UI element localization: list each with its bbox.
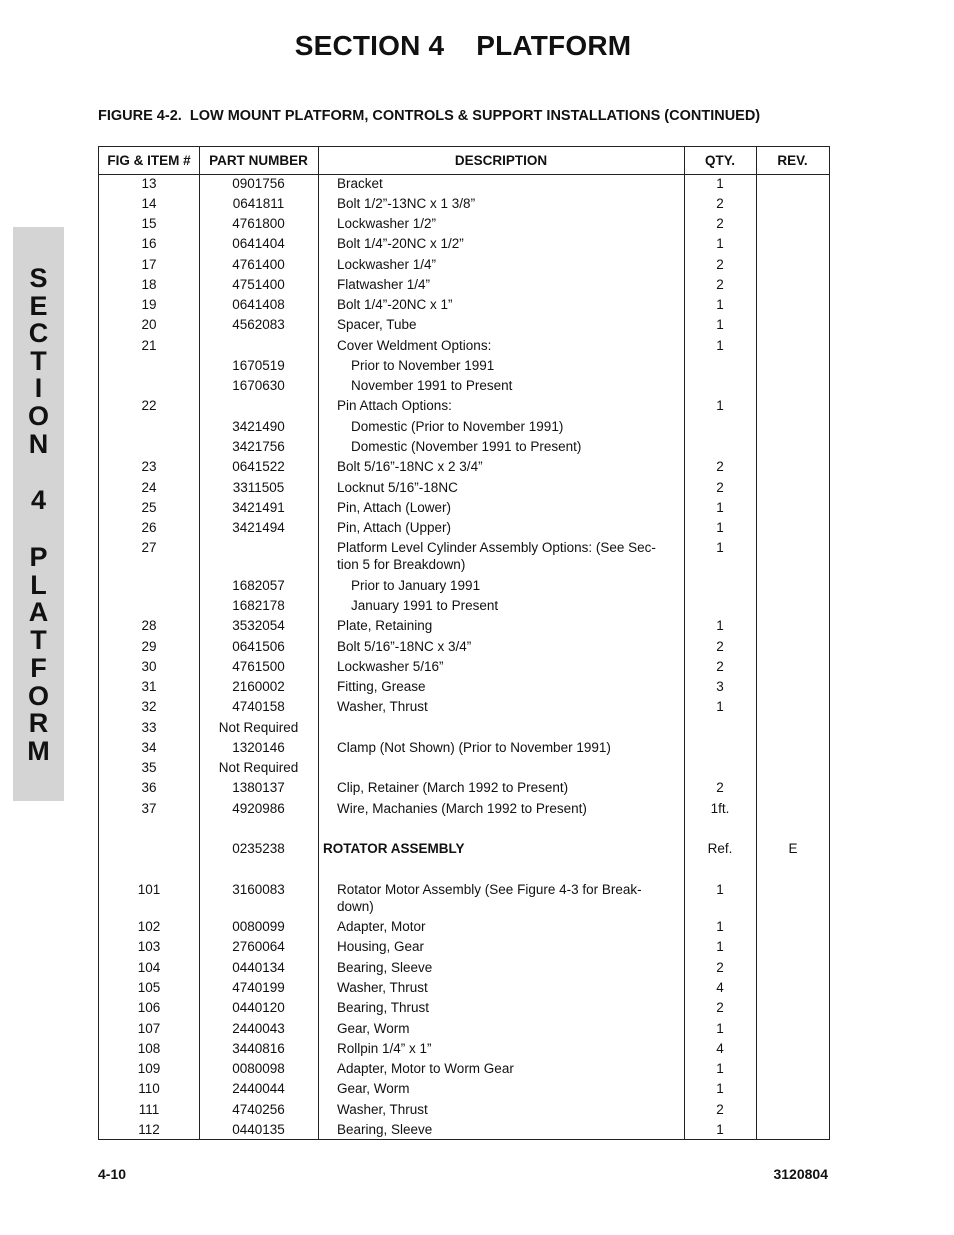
part-number-cell: 4740158 [232,699,285,714]
qty-cell: 2 [716,659,724,674]
description-cell: Washer, Thrust [337,699,428,714]
part-number-cell: 0235238 [232,841,285,856]
qty-cell: 1 [716,919,724,934]
part-number-cell: 0901756 [232,176,285,191]
description-cell: Adapter, Motor [337,919,426,934]
part-number-cell: 4761400 [232,257,285,272]
description-cell: Platform Level Cylinder Assembly Options: (See Sec- [337,540,656,555]
description-cell: Domestic (Prior to November 1991) [351,419,564,434]
qty-cell: 1 [716,297,724,312]
item-number-cell: 105 [137,980,161,995]
description-cell: Lockwasher 1/4” [337,257,437,272]
side-tab-letter: R [28,708,49,738]
qty-cell: 2 [716,1000,724,1015]
part-number-cell: 4761800 [232,216,285,231]
qty-cell: 1 [716,236,724,251]
qty-cell: 2 [716,780,724,795]
part-number-cell: 1380137 [232,780,285,795]
page-number: 4-10 [98,1166,127,1182]
item-number-cell: 111 [138,1102,160,1117]
qty-cell: 1ft. [710,801,730,816]
description-cell: January 1991 to Present [351,598,499,613]
item-number-cell: 109 [137,1061,161,1076]
figure-title: FIGURE 4-2. LOW MOUNT PLATFORM, CONTROLS & SUPPORT INSTALLATIONS (CONTINUED) [98,108,761,124]
description-cell: Lockwasher 1/2” [337,216,437,231]
part-number-cell: 1670519 [232,358,285,373]
side-tab-letter: P [29,542,48,572]
item-number-cell: 102 [137,919,161,934]
qty-cell: 3 [716,679,724,694]
description-cell: Adapter, Motor to Worm Gear [337,1061,514,1076]
item-number-cell: 17 [141,257,157,272]
item-number-cell: 36 [141,780,157,795]
item-number-cell: 24 [141,480,157,495]
qty-cell: 1 [716,1021,724,1036]
part-number-cell: 2440044 [232,1081,285,1096]
qty-cell: 1 [716,939,724,954]
qty-cell: 1 [716,500,724,515]
qty-cell: 1 [716,1081,724,1096]
item-number-cell: 16 [141,236,157,251]
parts-table [98,146,830,1140]
description-cell: Locknut 5/16”-18NC [337,480,458,495]
side-tab-letter: N [28,429,49,459]
description-cell: Bearing, Sleeve [337,960,433,975]
description-cell: Clamp (Not Shown) (Prior to November 1991) [337,740,611,755]
description-cell: Plate, Retaining [337,618,433,633]
part-number-cell: 2440043 [232,1021,285,1036]
qty-cell: 2 [716,1102,724,1117]
part-number-cell: 4740199 [232,980,285,995]
description-cell: Bolt 1/2”-13NC x 1 3/8” [337,196,476,211]
section-title: SECTION 4 PLATFORM [294,30,632,61]
item-number-cell: 19 [141,297,157,312]
part-number-cell: 3160083 [232,882,285,897]
qty-cell: 2 [716,196,724,211]
side-tab-letter: O [27,681,49,711]
description-cell: Bracket [337,176,383,191]
qty-cell: 2 [716,960,724,975]
qty-cell: 1 [716,1061,724,1076]
part-number-cell: 0440120 [232,1000,285,1015]
item-number-cell: 15 [141,216,157,231]
description-cell: Cover Weldment Options: [337,338,492,353]
part-number-cell: 4761500 [232,659,285,674]
part-number-cell: 4920986 [232,801,285,816]
qty-cell: 1 [716,540,724,555]
item-number-cell: 34 [141,740,157,755]
item-number-cell: 101 [137,882,161,897]
qty-cell: 4 [716,980,724,995]
side-tab-letter: A [28,597,49,627]
item-number-cell: 26 [141,520,157,535]
description-cell: Bearing, Sleeve [337,1122,433,1137]
qty-cell: 1 [716,699,724,714]
item-number-cell: 32 [141,699,157,714]
column-header-part-number: PART NUMBER [209,153,308,168]
item-number-cell: 18 [141,277,157,292]
rev-cell: E [788,841,798,856]
description-cell: Pin, Attach (Upper) [337,520,452,535]
part-number-cell: Not Required [218,720,299,735]
side-tab-letter: L [30,570,47,600]
item-number-cell: 27 [141,540,157,555]
description-cell: Flatwasher 1/4” [337,277,431,292]
qty-cell: 2 [716,277,724,292]
item-number-cell: 108 [137,1041,161,1056]
part-number-cell: 3421490 [232,419,285,434]
description-cell: Bolt 1/4”-20NC x 1” [337,297,453,312]
qty-cell: Ref. [707,841,733,856]
side-tab-letter: S [29,263,48,293]
side-tab-letter: T [30,625,47,655]
description-cell: Pin, Attach (Lower) [337,500,452,515]
qty-cell: 2 [716,480,724,495]
description-cell: Pin Attach Options: [337,398,452,413]
description-cell: Prior to January 1991 [351,578,481,593]
column-header-description: DESCRIPTION [454,153,548,168]
item-number-cell: 25 [141,500,157,515]
qty-cell: 1 [716,618,724,633]
part-number-cell: 3421491 [232,500,285,515]
qty-cell: 1 [716,176,724,191]
column-header-item: FIG & ITEM # [107,153,191,168]
item-number-cell: 23 [141,459,157,474]
description-cell: Wire, Machanies (March 1992 to Present) [337,801,587,816]
column-header-rev: REV. [777,153,808,168]
item-number-cell: 112 [138,1122,160,1137]
document-number: 3120804 [773,1166,828,1182]
side-tab-letter: T [30,346,47,376]
part-number-cell: 1682057 [232,578,285,593]
qty-cell: 2 [716,459,724,474]
part-number-cell: 3440816 [232,1041,285,1056]
description-cell: November 1991 to Present [351,378,513,393]
description-cell: Spacer, Tube [337,317,417,332]
item-number-cell: 20 [141,317,157,332]
part-number-cell: 3311505 [232,480,285,495]
qty-cell: 1 [716,882,724,897]
description-cell: Bolt 1/4”-20NC x 1/2” [337,236,464,251]
item-number-cell: 110 [138,1081,160,1096]
part-number-cell: 0641408 [232,297,285,312]
part-number-cell: 0641522 [232,459,285,474]
item-number-cell: 35 [141,760,157,775]
item-number-cell: 13 [141,176,157,191]
qty-cell: 2 [716,639,724,654]
part-number-cell: 1320146 [232,740,285,755]
qty-cell: 1 [716,1122,724,1137]
description-cell: Clip, Retainer (March 1992 to Present) [337,780,569,795]
qty-cell: 2 [716,257,724,272]
qty-cell: 1 [716,317,724,332]
description-cell: Domestic (November 1991 to Present) [351,439,582,454]
part-number-cell: 0641506 [232,639,285,654]
side-tab-letter: 4 [30,485,47,515]
part-number-cell: 4751400 [232,277,285,292]
qty-cell: 2 [716,216,724,231]
item-number-cell: 28 [141,618,157,633]
part-number-cell: 4740256 [232,1102,285,1117]
item-number-cell: 37 [141,801,157,816]
description-cell-continued: tion 5 for Breakdown) [337,557,466,572]
side-tab-letter: M [27,736,50,766]
part-number-cell: 0440135 [232,1122,285,1137]
description-cell: ROTATOR ASSEMBLY [323,841,465,856]
item-number-cell: 33 [141,720,157,735]
description-cell: Gear, Worm [337,1021,410,1036]
part-number-cell: 0440134 [232,960,285,975]
item-number-cell: 22 [141,398,157,413]
part-number-cell: 1682178 [232,598,285,613]
part-number-cell: 3421756 [232,439,285,454]
item-number-cell: 21 [141,338,157,353]
part-number-cell: 3421494 [232,520,285,535]
description-cell: Washer, Thrust [337,980,428,995]
item-number-cell: 103 [137,939,161,954]
side-tab-letter: C [28,318,49,348]
description-cell-continued: down) [337,899,374,914]
description-cell: Rotator Motor Assembly (See Figure 4-3 for Break- [337,882,642,897]
description-cell: Fitting, Grease [337,679,426,694]
description-cell: Washer, Thrust [337,1102,428,1117]
part-number-cell: 1670630 [232,378,285,393]
description-cell: Lockwasher 5/16” [337,659,444,674]
part-number-cell: 0641404 [232,236,285,251]
part-number-cell: 0080099 [232,919,285,934]
description-cell: Prior to November 1991 [351,358,495,373]
description-cell: Bolt 5/16”-18NC x 3/4” [337,639,472,654]
side-tab-letter: O [27,401,49,431]
item-number-cell: 29 [141,639,157,654]
qty-cell: 4 [716,1041,724,1056]
qty-cell: 1 [716,338,724,353]
part-number-cell: Not Required [218,760,299,775]
part-number-cell: 2760064 [232,939,285,954]
part-number-cell: 2160002 [232,679,285,694]
part-number-cell: 3532054 [232,618,285,633]
part-number-cell: 4562083 [232,317,285,332]
side-tab-letter: I [34,373,43,403]
part-number-cell: 0080098 [232,1061,285,1076]
item-number-cell: 107 [137,1021,161,1036]
item-number-cell: 106 [137,1000,161,1015]
description-cell: Gear, Worm [337,1081,410,1096]
description-cell: Housing, Gear [337,939,425,954]
qty-cell: 1 [716,520,724,535]
item-number-cell: 14 [141,196,157,211]
column-header-qty: QTY. [704,153,735,168]
item-number-cell: 31 [141,679,157,694]
qty-cell: 1 [716,398,724,413]
column-divider [318,147,319,1139]
item-number-cell: 104 [137,960,161,975]
description-cell: Rollpin 1/4” x 1” [337,1041,432,1056]
part-number-cell: 0641811 [232,196,285,211]
column-divider [756,147,757,1139]
side-tab-letter: E [29,291,48,321]
description-cell: Bearing, Thrust [337,1000,430,1015]
side-tab-letter: F [30,653,47,683]
description-cell: Bolt 5/16”-18NC x 2 3/4” [337,459,483,474]
section-side-tab [13,227,64,801]
item-number-cell: 30 [141,659,157,674]
